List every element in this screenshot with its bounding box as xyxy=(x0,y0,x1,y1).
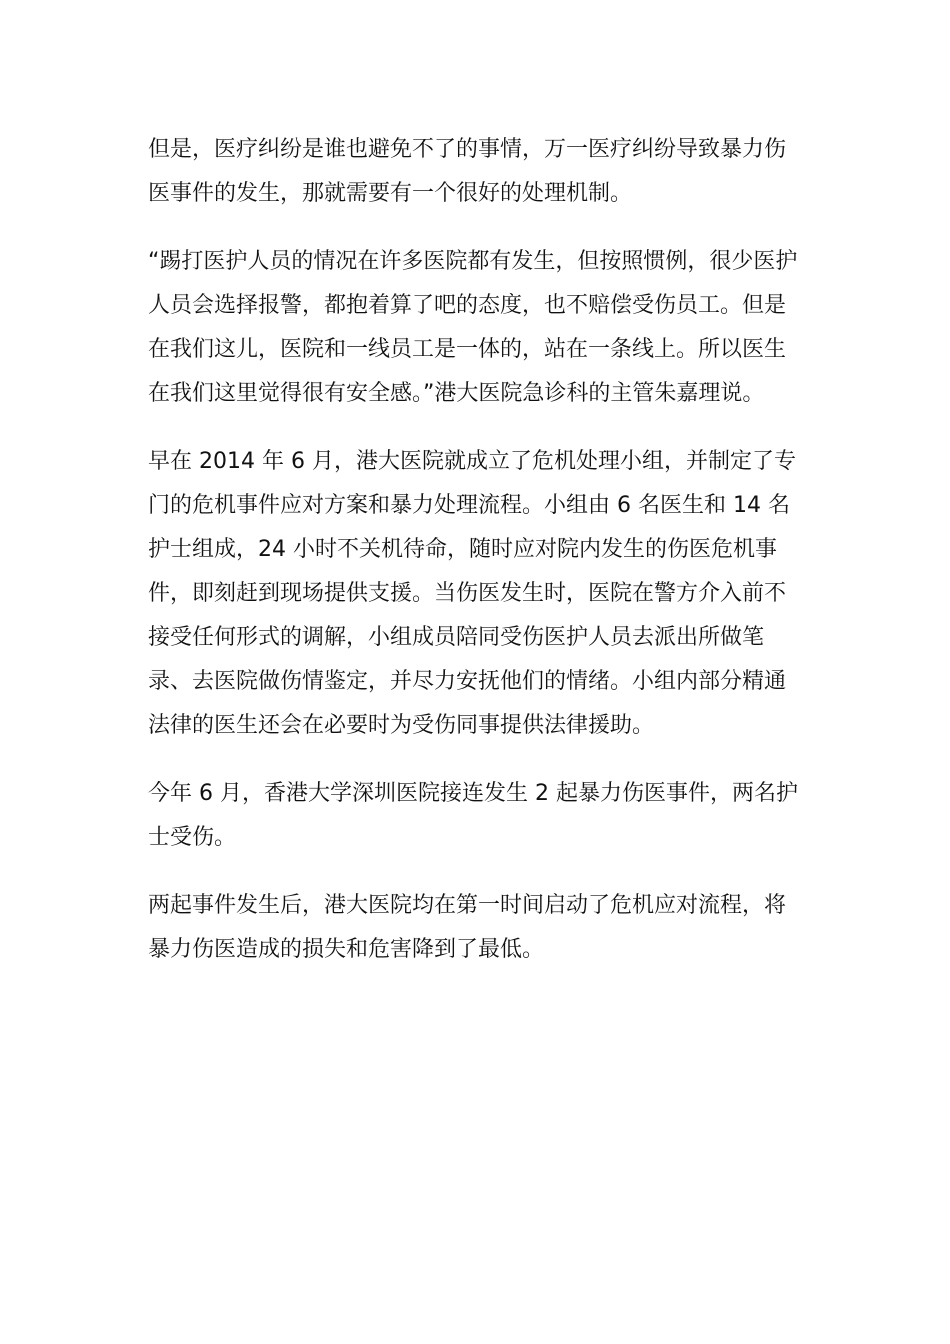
text-line: 录、去医院做伤情鉴定，并尽力安抚他们的情绪。小组内部分精通 xyxy=(148,669,787,694)
text-line: 医事件的发生，那就需要有一个很好的处理机制。 xyxy=(148,181,633,206)
paragraph-2 xyxy=(148,240,808,416)
text-line: 门的危机事件应对方案和暴力处理流程。小组由 6 名医生和 14 名 xyxy=(148,493,790,518)
paragraph-5 xyxy=(148,884,808,972)
text-line: 士受伤。 xyxy=(148,825,237,850)
text-line: 接受任何形式的调解，小组成员陪同受伤医护人员去派出所做笔 xyxy=(148,625,765,650)
text-line: 今年 6 月，香港大学深圳医院接连发生 2 起暴力伤医事件，两名护 xyxy=(148,781,798,806)
paragraph-1 xyxy=(148,128,808,216)
text-line: 但是，医疗纠纷是谁也避免不了的事情，万一医疗纠纷导致暴力伤 xyxy=(148,137,787,162)
text-line: 件，即刻赶到现场提供支援。当伤医发生时，医院在警方介入前不 xyxy=(148,581,787,606)
paragraph-3 xyxy=(148,440,808,748)
text-line: 在我们这里觉得很有安全感。”港大医院急诊科的主管朱嘉理说。 xyxy=(148,381,765,406)
text-line: 早在 2014 年 6 月，港大医院就成立了危机处理小组，并制定了专 xyxy=(148,449,796,474)
text-line: 人员会选择报警，都抱着算了吧的态度，也不赔偿受伤员工。但是 xyxy=(148,293,787,318)
text-line: 暴力伤医造成的损失和危害降到了最低。 xyxy=(148,937,545,962)
text-line: 护士组成，24 小时不关机待命，随时应对院内发生的伤医危机事 xyxy=(148,537,777,562)
text-line: 在我们这儿，医院和一线员工是一体的，站在一条线上。所以医生 xyxy=(148,337,787,362)
text-line: 两起事件发生后，港大医院均在第一时间启动了危机应对流程，将 xyxy=(148,893,787,918)
paragraph-4 xyxy=(148,772,808,860)
text-line: “踢打医护人员的情况在许多医院都有发生，但按照惯例，很少医护 xyxy=(148,249,798,274)
text-line: 法律的医生还会在必要时为受伤同事提供法律援助。 xyxy=(148,713,655,738)
document-body xyxy=(148,128,808,996)
